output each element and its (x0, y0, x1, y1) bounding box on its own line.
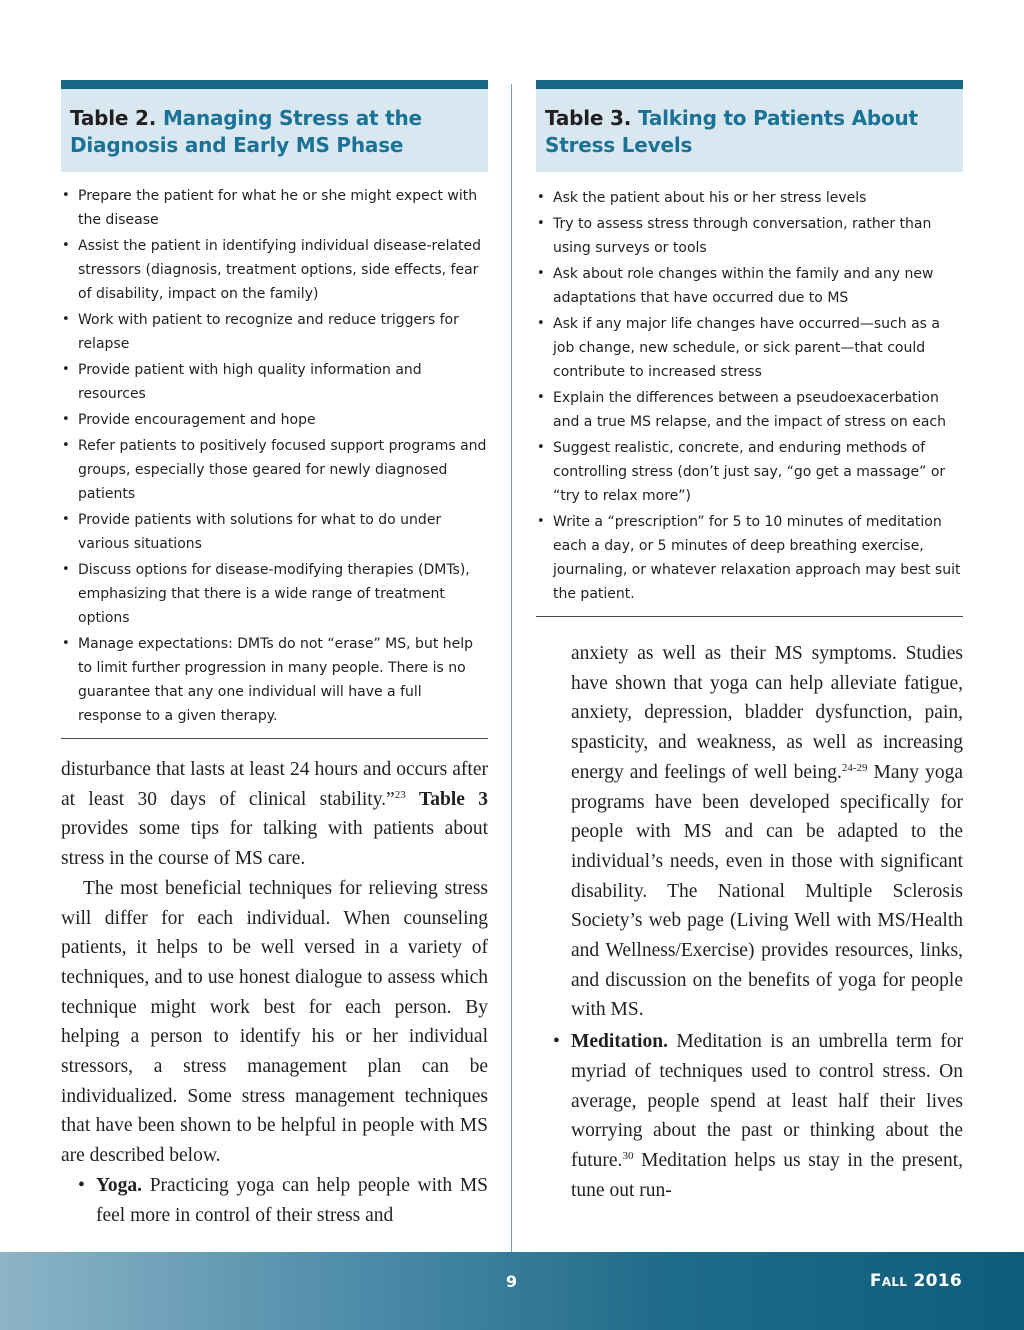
meditation-text: Meditation is an umbrella term for myriad of techniques used to control stress. On average, people spend at least half their lives worrying about the past or thinking about the future. (571, 1031, 964, 1171)
table-2-item: • Refer patients to positively focused support programs and groups, especially those geared for newly diagnosed patients (61, 434, 488, 506)
table-2-item: • Provide encouragement and hope (61, 408, 488, 432)
right-body-text (536, 639, 963, 1205)
table-3 (536, 80, 963, 617)
yoga-label: Yoga. (96, 1174, 143, 1196)
page-number: 9 (506, 1272, 518, 1291)
left-p1-rest: provides some tips for talking with patients about stress in the course of MS care. (61, 818, 488, 870)
table-3-item: • Explain the differences between a pseudoexacerbation and a true MS relapse, and the impact of stress on each (536, 386, 963, 434)
table-3-item: • Ask the patient about his or her stress levels (536, 186, 963, 210)
left-paragraph-1 (61, 755, 488, 874)
table-2-top-bar (61, 80, 488, 89)
column-divider (511, 84, 512, 1252)
left-column (61, 80, 488, 1230)
right-p1-text: anxiety as well as their MS symptoms. Studies have shown that yoga can help alleviate fatigue, anxiety, depression, bladder dysfunction, pain, spasticity, and weakness, as well as increasing energy and feelings of well being. (571, 643, 963, 783)
citation-24-29: 24-29 (841, 761, 868, 774)
table-3-item: • Ask about role changes within the family and any new adaptations that have occurred due to MS (536, 262, 963, 310)
issue-label: Fall 2016 (869, 1271, 962, 1291)
yoga-bullet (61, 1171, 488, 1230)
table-3-reference: Table 3 (419, 788, 489, 810)
yoga-text: Practicing yoga can help people with MS feel more in control of their stress and (96, 1174, 488, 1226)
table-3-item: • Ask if any major life changes have occurred—such as a job change, new schedule, or sick parent—that could contribute to increased stress (536, 312, 963, 384)
table-2-item: • Provide patients with solutions for what to do under various situations (61, 508, 488, 556)
table-3-list (536, 186, 963, 606)
right-column (536, 80, 963, 1205)
left-paragraph-2: The most beneficial techniques for relieving stress will differ for each individual. When counseling patients, it helps to be well versed in a variety of techniques, and to use honest dialogue to assess which technique might work best for each person. By helping a person to identify his or her individual stressors, a stress management plan can be individualized. Some stress management techniques that have been shown to be helpful in people with MS are described below. (61, 877, 488, 1167)
table-2-item: • Discuss options for disease-modifying therapies (DMTs), emphasizing that there is a wide range of treatment options (61, 558, 488, 630)
meditation-bullet (536, 1027, 963, 1205)
right-p1-rest: Many yoga programs have been developed specifically for people with MS and can be adapted to the individual’s needs, even in those with significant disability. The National Multiple Sclerosis Society’s web page (Living Well with MS/Health and Wellness/Exercise) provides resources, links, and discussion on the benefits of yoga for people with MS. (571, 761, 963, 1021)
table-2-list (61, 184, 488, 728)
table-2 (61, 80, 488, 739)
table-3-header (536, 89, 963, 172)
table-2-item: • Prepare the patient for what he or she might expect with the disease (61, 184, 488, 232)
meditation-rest: Meditation helps us stay in the present, tune out run- (571, 1149, 963, 1201)
table-2-item: • Manage expectations: DMTs do not “erase” MS, but help to limit further progression in many people. There is no guarantee that any one individual will have a full response to a given therapy. (61, 632, 488, 728)
table-3-title: Talking to Patients About Stress Levels (545, 106, 918, 157)
left-body-text (61, 755, 488, 1230)
table-2-bottom-rule (61, 738, 488, 739)
table-2-title: Managing Stress at the Diagnosis and Early MS Phase (70, 106, 422, 157)
table-3-item: • Suggest realistic, concrete, and enduring methods of controlling stress (don’t just say, “go get a massage” or “try to relax more”) (536, 436, 963, 508)
table-2-item: • Work with patient to recognize and reduce triggers for relapse (61, 308, 488, 356)
table-3-label: Table 3. (545, 106, 632, 130)
table-3-bottom-rule (536, 616, 963, 617)
table-3-item: • Write a “prescription” for 5 to 10 minutes of meditation each a day, or 5 minutes of deep breathing exercise, journaling, or whatever relaxation approach may best suit the patient. (536, 510, 963, 606)
right-paragraph-1 (571, 639, 963, 1025)
left-p1-text: disturbance that lasts at least 24 hours and occurs after at least 30 days of clinical stability.” (61, 759, 488, 810)
table-2-item: • Assist the patient in identifying individual disease-related stressors (diagnosis, treatment options, side effects, fear of disability, impact on the family) (61, 234, 488, 306)
table-3-top-bar (536, 80, 963, 89)
page-footer (0, 1252, 1024, 1330)
table-2-header (61, 89, 488, 172)
citation-30: 30 (622, 1149, 634, 1162)
table-2-item: • Provide patient with high quality information and resources (61, 358, 488, 406)
citation-23: 23 (394, 788, 406, 801)
bullet-dot: • (78, 1174, 85, 1196)
bullet-dot: • (553, 1031, 560, 1053)
table-3-item: • Try to assess stress through conversation, rather than using surveys or tools (536, 212, 963, 260)
meditation-label: Meditation. (571, 1031, 668, 1053)
table-2-label: Table 2. (70, 106, 157, 130)
